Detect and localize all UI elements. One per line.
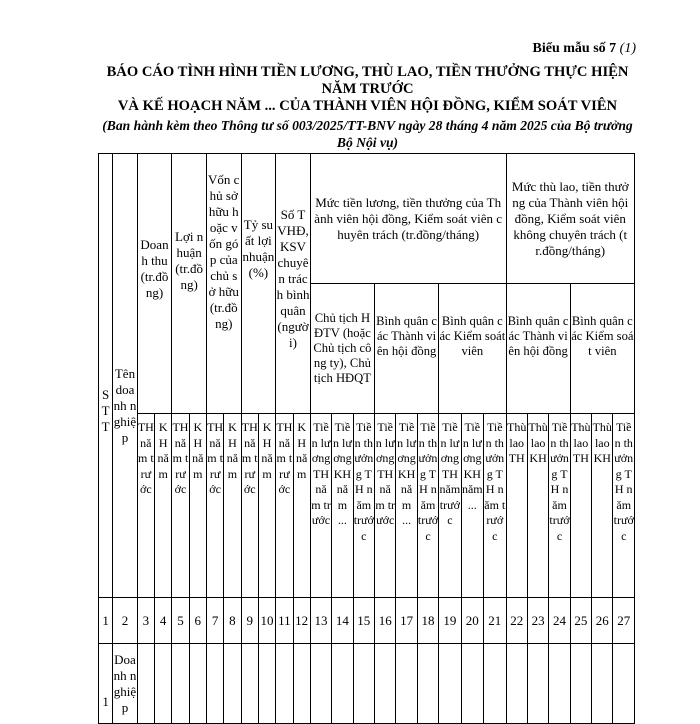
table-cell (461, 644, 483, 724)
table-cell (353, 644, 374, 724)
leaf-count-kh: KH năm (293, 414, 310, 598)
leaf-count-th: TH năm trước (276, 414, 293, 598)
table-row (99, 644, 635, 724)
table-cell (417, 644, 438, 724)
column-number: 13 (310, 598, 331, 644)
table-cell (439, 644, 461, 724)
header-avg-supervisors-parttime: Bình quân các Kiểm soát viên (570, 284, 634, 414)
column-number: 8 (224, 598, 241, 644)
leaf-revenue-kh: KH năm (155, 414, 172, 598)
table-cell (189, 644, 206, 724)
header-avg-members-parttime: Bình quân các Thành viên hội đồng (506, 284, 570, 414)
leaf-supervisors-salary-th: Tiền lương TH năm trước (439, 414, 461, 598)
header-avg-members: Bình quân các Thành viên hội đồng (375, 284, 439, 414)
column-number: 9 (241, 598, 258, 644)
leaf-members-salary-th: Tiền lương TH năm trước (375, 414, 396, 598)
header-company-name: Tên doanh nghiệp (113, 154, 137, 598)
table-cell (241, 644, 258, 724)
table-cell (258, 644, 275, 724)
header-revenue: Doanh thu (tr.đồng) (137, 154, 172, 414)
table-cell (137, 644, 154, 724)
leaf-profit-kh: KH năm (189, 414, 206, 598)
column-number: 1 (99, 598, 113, 644)
column-number: 17 (396, 598, 417, 644)
column-number-row (99, 598, 635, 644)
column-number: 14 (332, 598, 353, 644)
column-number: 23 (527, 598, 548, 644)
title-line-1: BÁO CÁO TÌNH HÌNH TIỀN LƯƠNG, THÙ LAO, TIỀN THƯỞNG THỰC HIỆN NĂM TRƯỚC (106, 64, 629, 97)
table-cell (224, 644, 241, 724)
leaf-members-bonus-th: Tiền thưởng TH năm trước (417, 414, 438, 598)
header-member-count: Số TVHĐ, KSV chuyên trách bình quân (người) (276, 154, 311, 414)
column-number: 18 (417, 598, 438, 644)
table-cell (206, 644, 223, 724)
table-cell (483, 644, 506, 724)
report-subtitle: (Ban hành kèm theo Thông tư số 003/2025/TT-BNV ngày 28 tháng 4 năm 2025 của Bộ trưởng Bộ Nội vụ) (102, 118, 633, 150)
table-cell (506, 644, 527, 724)
header-equity: Vốn chủ sở hữu hoặc vốn góp của chủ sở hữu (tr.đồng) (206, 154, 241, 414)
column-number: 3 (137, 598, 154, 644)
leaf-pt-members-fee-th: Thù lao TH (506, 414, 527, 598)
header-profit: Lợi nhuận (tr.đồng) (172, 154, 207, 414)
column-number: 22 (506, 598, 527, 644)
column-number: 27 (613, 598, 635, 644)
report-table (98, 153, 635, 724)
header-row-3 (99, 414, 635, 598)
leaf-supervisors-salary-kh: Tiền lương KH năm ... (461, 414, 483, 598)
header-chairman: Chủ tịch HĐTV (hoặc Chủ tịch công ty), Chủ tịch HĐQT (310, 284, 374, 414)
header-row-1 (99, 154, 635, 284)
leaf-revenue-th: TH năm trước (137, 414, 154, 598)
leaf-rate-kh: KH năm (258, 414, 275, 598)
column-number: 4 (155, 598, 172, 644)
table-cell (310, 644, 331, 724)
column-number: 20 (461, 598, 483, 644)
table-cell (613, 644, 635, 724)
leaf-chairman-salary-th: Tiền lương TH năm trước (310, 414, 331, 598)
column-number: 2 (113, 598, 137, 644)
header-group-fulltime: Mức tiền lương, tiền thưởng của Thành viên hội đồng, Kiểm soát viên chuyên trách (tr.đồng/tháng) (310, 154, 506, 284)
leaf-pt-supervisors-fee-th: Thù lao TH (570, 414, 591, 598)
header-profit-rate: Tỷ suất lợi nhuận (%) (241, 154, 276, 414)
header-avg-supervisors: Bình quân các Kiểm soát viên (439, 284, 506, 414)
leaf-chairman-bonus-th: Tiền thưởng TH năm trước (353, 414, 374, 598)
form-number-text: Biểu mẫu số 7 (532, 41, 617, 56)
column-number: 7 (206, 598, 223, 644)
title-line-2: VÀ KẾ HOẠCH NĂM ... CỦA THÀNH VIÊN HỘI ĐỒNG, KIỂM SOÁT VIÊN (117, 98, 618, 114)
header-group-parttime: Mức thù lao, tiền thưởng của Thành viên hội đồng, Kiểm soát viên không chuyên trách (tr.đồng/tháng) (506, 154, 634, 284)
leaf-pt-supervisors-bonus-th: Tiền thưởng TH năm trước (613, 414, 635, 598)
column-number: 25 (570, 598, 591, 644)
column-number: 5 (172, 598, 189, 644)
table-cell (332, 644, 353, 724)
column-number: 6 (189, 598, 206, 644)
table-cell (276, 644, 293, 724)
column-number: 24 (549, 598, 570, 644)
column-number: 19 (439, 598, 461, 644)
leaf-equity-th: TH năm trước (206, 414, 223, 598)
leaf-supervisors-bonus-th: Tiền thưởng TH năm trước (483, 414, 506, 598)
table-cell (527, 644, 548, 724)
table-cell (592, 644, 613, 724)
column-number: 15 (353, 598, 374, 644)
table-cell (293, 644, 310, 724)
form-note: (1) (619, 41, 636, 56)
table-cell (155, 644, 172, 724)
column-number: 16 (375, 598, 396, 644)
leaf-pt-members-fee-kh: Thù lao KH (527, 414, 548, 598)
leaf-members-salary-kh: Tiền lương KH năm ... (396, 414, 417, 598)
form-number (533, 41, 636, 57)
leaf-rate-th: TH năm trước (241, 414, 258, 598)
table-cell (172, 644, 189, 724)
leaf-pt-members-bonus-th: Tiền thưởng TH năm trước (549, 414, 570, 598)
column-number: 10 (258, 598, 275, 644)
header-stt: STT (99, 154, 113, 598)
leaf-profit-th: TH năm trước (172, 414, 189, 598)
column-number: 21 (483, 598, 506, 644)
table-cell (549, 644, 570, 724)
row-stt: 1 (99, 644, 113, 724)
column-number: 12 (293, 598, 310, 644)
leaf-equity-kh: KH năm (224, 414, 241, 598)
leaf-chairman-salary-kh: Tiền lương KH năm ... (332, 414, 353, 598)
table-cell (375, 644, 396, 724)
column-number: 11 (276, 598, 293, 644)
table-cell (570, 644, 591, 724)
leaf-pt-supervisors-fee-kh: Thù lao KH (592, 414, 613, 598)
report-title (95, 64, 640, 115)
row-company-name: Doanh nghiệp (113, 644, 137, 724)
column-number: 26 (592, 598, 613, 644)
table-cell (396, 644, 417, 724)
